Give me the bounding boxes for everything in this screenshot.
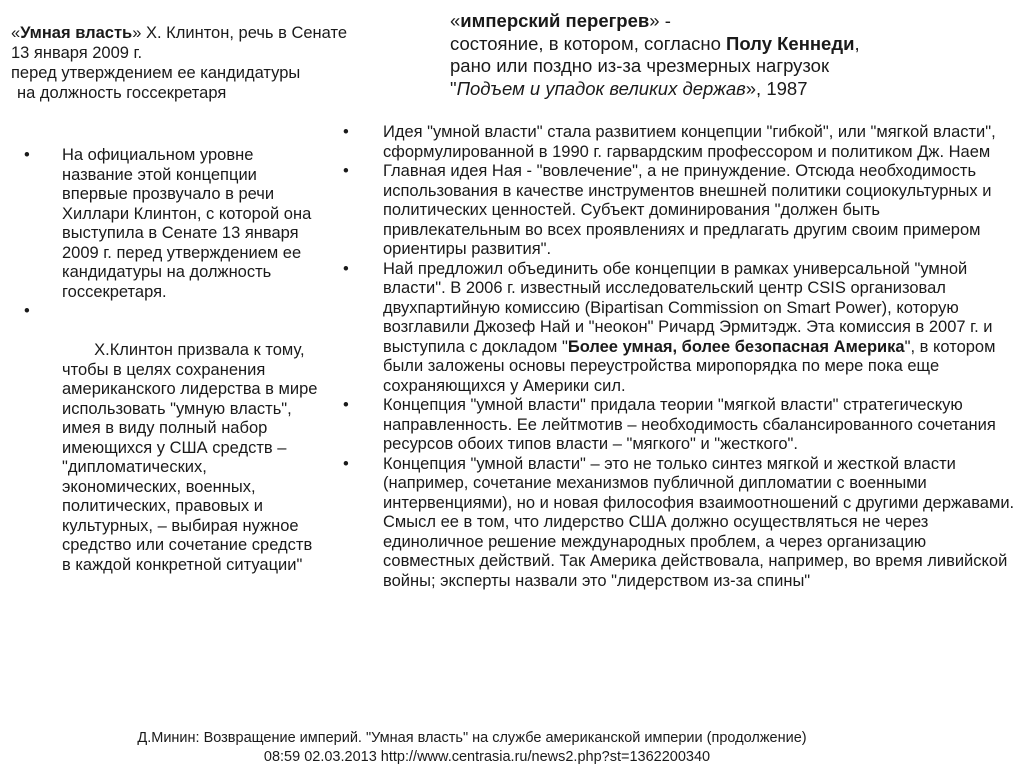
left-header-line4: на должность госсекретаря	[17, 84, 227, 102]
left-header-line1-rest: » Х. Клинтон, речь в Сенате	[132, 24, 348, 42]
right-bullet-list	[343, 123, 1015, 591]
left-column	[24, 146, 324, 595]
left-header-line1	[11, 23, 411, 43]
right-header	[450, 10, 1010, 100]
right-header-line4-year: », 1987	[745, 77, 808, 99]
list-item	[343, 396, 1015, 455]
term-smart-power: Умная власть	[20, 24, 133, 42]
report-title: Более умная, более безопасная Америка	[567, 337, 905, 356]
name-paul-kennedy: Полу Кеннеди	[726, 32, 855, 54]
left-header-line2: 13 января 2009 г.	[11, 44, 143, 62]
bullet-text-part: ", в котором были заложены основы переустройства миропорядка по мере пока еще сохраняющихся у Америки сил.	[383, 337, 996, 395]
left-bullet-list	[24, 146, 324, 595]
bullet-text: Концепция "умной власти" придала теории "мягкой власти" стратегическую направленность. Ее лейтмотив – необходимость сбалансированного сочетания ресурсов обоих типов власти – "мягкого" и "жесткого".	[383, 396, 996, 453]
right-header-line4	[450, 78, 1010, 101]
bullet-icon: •	[343, 259, 349, 278]
list-item	[343, 123, 1015, 162]
list-item	[343, 260, 1015, 397]
footer-date-url: 08:59 02.03.2013 http://www.centrasia.ru/news2.php?st=1362200340	[263, 749, 711, 765]
bullet-text: Идея "умной власти" стала развитием концепции "гибкой", или "мягкой власти", сформулированной в 1990 г. гарвардским профессором и политиком Дж. Наем	[383, 123, 996, 161]
quote-open: «	[450, 10, 461, 31]
bullet-text: Концепция "умной власти" – это не только синтез мягкой и жесткой власти (например, сочетание механизмов публичной дипломатии с военными интервенциями), но и новая философия взаимоотношений с другими державами. Смысл ее в том, что лидерство США должно осуществляться не через единоличное решение международных проблем, а через организацию совместных действий. Так Америка действовала, например, во время ливийской войны; эксперты назвали это "лидерством из-за спины"	[383, 454, 1015, 590]
bullet-icon: •	[343, 162, 349, 180]
bullet-text: На официальном уровне название этой концепции впервые прозвучало в речи Хиллари Клинтон, с которой она выступила в Сенате 13 января 2009 г. перед утверждением ее кандидатуры на должность госсекретаря.	[62, 146, 312, 301]
bullet-icon: •	[343, 396, 349, 414]
bullet-icon: •	[343, 454, 349, 473]
bullet-text: Главная идея Ная - "вовлечение", а не принуждение. Отсюда необходимость использования в качестве инструментов внешней политики социокультурных и политических ценностей. Субъект доминирования "должен быть привлекательным во всех проявлениях и предлагать другим своим примером ориентиры развития".	[383, 162, 992, 258]
quote-mark: "	[450, 77, 457, 99]
left-header	[11, 23, 411, 103]
footer-source-title: Д.Минин: Возвращение империй. "Умная власть" на службе американской империи (продолжение)	[137, 730, 807, 746]
term-imperial-overstretch: имперский перегрев	[460, 10, 650, 31]
right-header-line1	[450, 10, 1010, 33]
right-header-line3: рано или поздно из-за чрезмерных нагрузок	[450, 55, 830, 76]
list-item	[343, 455, 1015, 592]
list-item	[343, 162, 1015, 260]
list-item	[24, 146, 324, 302]
source-footer	[0, 729, 1024, 767]
bullet-icon: •	[343, 123, 349, 141]
quote-open: «	[11, 24, 21, 42]
book-title: Подъем и упадок великих держав	[456, 77, 746, 99]
right-header-line2-comma: ,	[854, 32, 860, 54]
quote-close-dash: » -	[649, 10, 671, 31]
bullet-text: Х.Клинтон призвала к тому, чтобы в целях сохранения американского лидерства в мире использовать "умную власть", имея в виду полный набор имеющихся у США средств – "дипломатических, экономических, военных, политических, правовых и культурных, – выбирая нужное средство или сочетание средств в каждой конкретной ситуации"	[62, 341, 323, 574]
bullet-text-part: Най предложил объединить обе концепции в рамках универсальной "умной власти". В 2006 г. известный исследовательский центр CSIS организовал двухпартийную комиссию (Bipartisan Commission on Smart Power), которую возглавили Джозеф Най и "неокон" Ричард Эрмитэдж. Эта комиссия в 2007 г. и выступила с докладом "	[383, 259, 993, 356]
list-item	[24, 302, 324, 595]
left-header-line3: перед утверждением ее кандидатуры	[11, 64, 301, 82]
right-header-line2-text: состояние, в котором, согласно	[450, 32, 727, 54]
right-header-line2	[450, 33, 1010, 56]
bullet-icon: •	[24, 146, 30, 164]
right-column	[343, 123, 1015, 591]
bullet-icon: •	[24, 302, 30, 320]
bullet-text	[383, 260, 995, 395]
